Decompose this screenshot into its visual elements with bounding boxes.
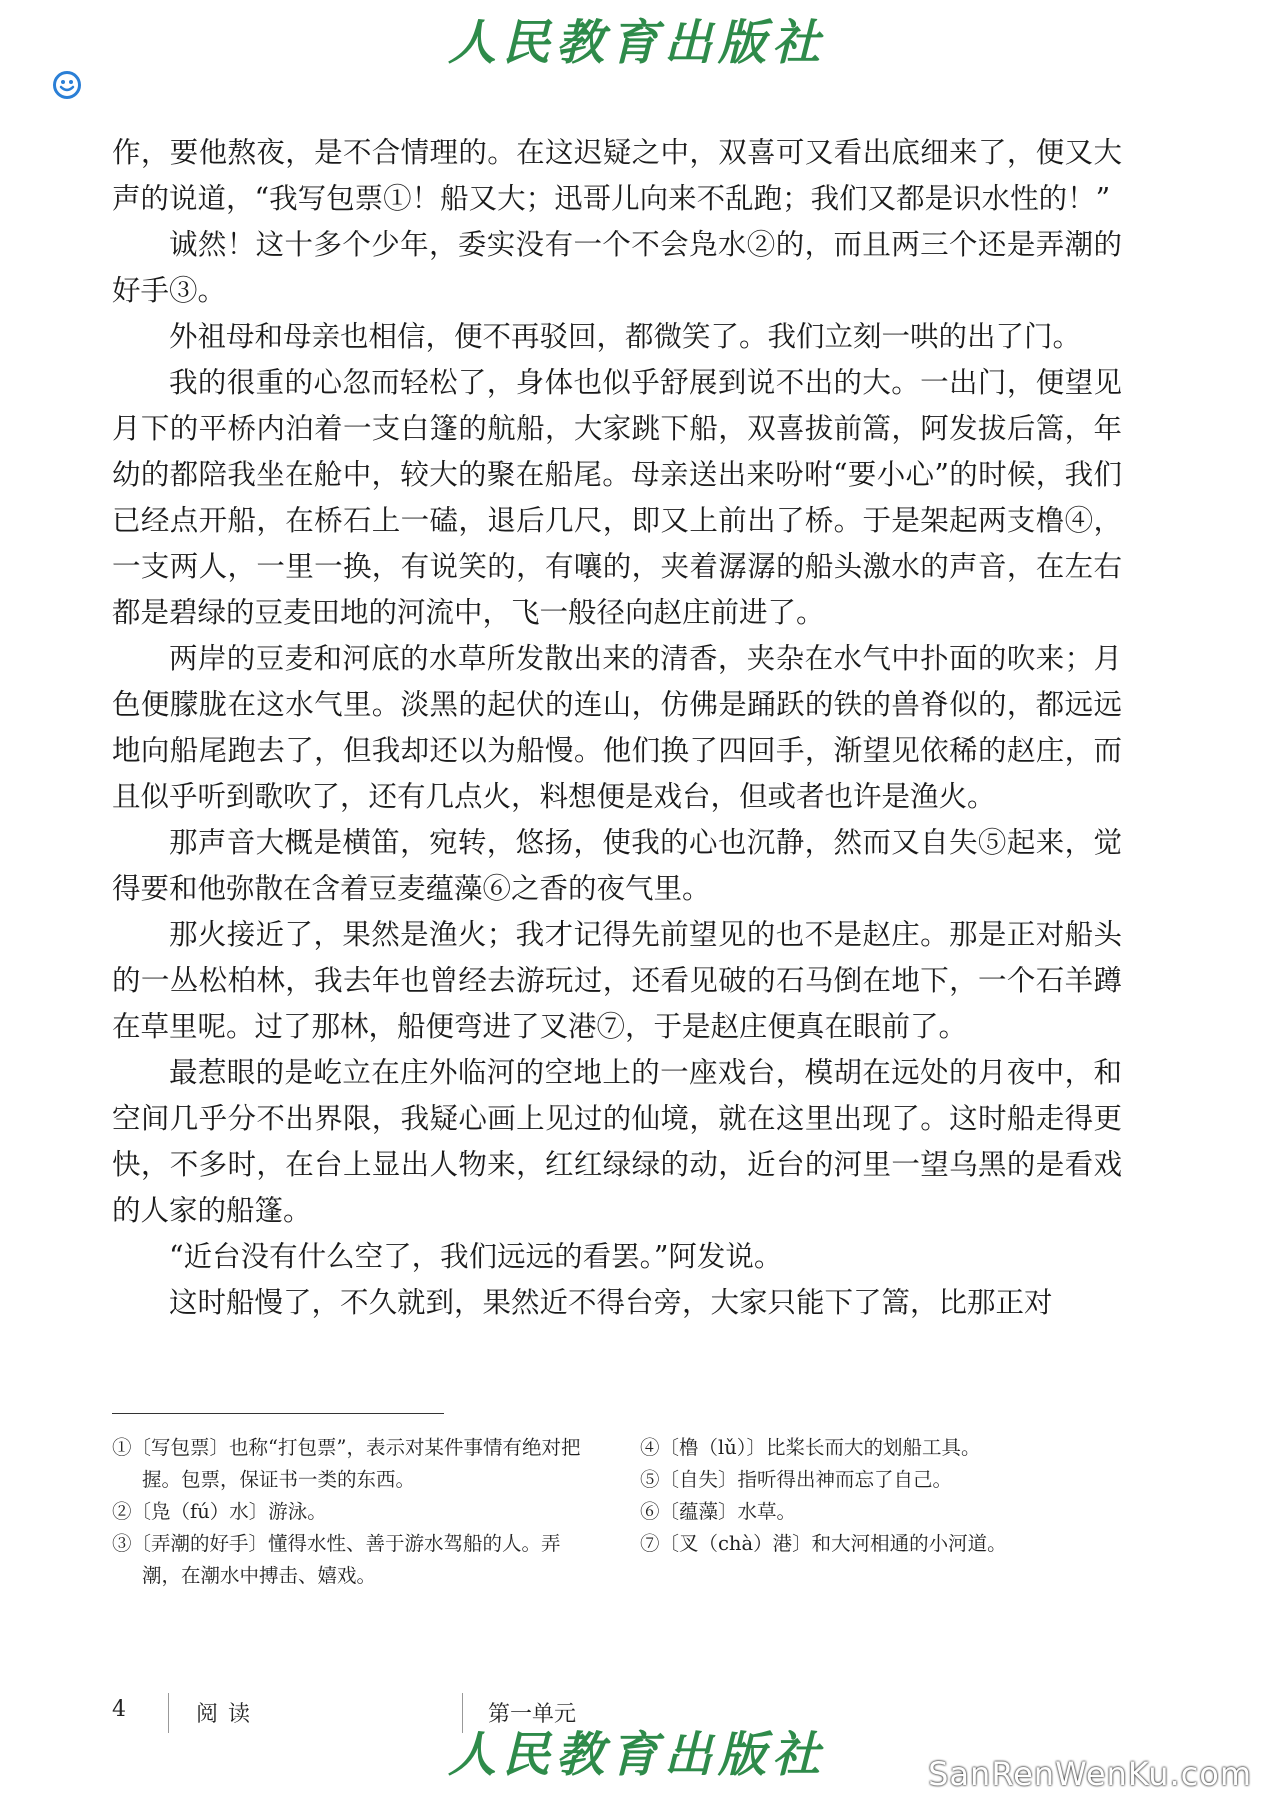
- footnote: ①〔写包票〕也称“打包票”，表示对某件事情有绝对把握。包票，保证书一类的东西。: [112, 1436, 581, 1491]
- footnote: ②〔凫（fú）水〕游泳。: [112, 1500, 327, 1523]
- paragraph: 两岸的豆麦和河底的水草所发散出来的清香，夹杂在水气中扑面的吹来；月色便朦胧在这水气里。淡黑的起伏的连山，仿佛是踊跃的铁的兽脊似的，都远远地向船尾跑去了，但我却还以为船慢。他们换了四回手，渐望见依稀的赵庄，而且似乎听到歌吹了，还有几点火，料想便是戏台，但或者也许是渔火。: [112, 642, 1122, 813]
- footnotes-right: [640, 1432, 1120, 1560]
- footnote-divider: [112, 1413, 444, 1414]
- paragraph: 外祖母和母亲也相信，便不再驳回，都微笑了。我们立刻一哄的出了门。: [169, 320, 1082, 353]
- publisher-logo-top: 人民教育出版社: [447, 15, 826, 71]
- paragraph: 那声音大概是横笛，宛转，悠扬，使我的心也沉静，然而又自失⑤起来，觉得要和他弥散在含着豆麦蕴藻⑥之香的夜气里。: [112, 826, 1122, 905]
- footnote: ⑥〔蕴藻〕水草。: [640, 1500, 797, 1523]
- publisher-logo-bottom: 人民教育出版社: [447, 1727, 826, 1783]
- paragraph: 我的很重的心忽而轻松了，身体也似乎舒展到说不出的大。一出门，便望见月下的平桥内泊着一支白篷的航船，大家跳下船，双喜拔前篙，阿发拔后篙，年幼的都陪我坐在舱中，较大的聚在船尾。母亲送出来吩咐“要小心”的时候，我们已经点开船，在桥石上一磕，退后几尺，即又上前出了桥。于是架起两支橹④，一支两人，一里一换，有说笑的，有嚷的，夹着潺潺的船头激水的声音，在左右都是碧绿的豆麦田地的河流中，飞一般径向赵庄前进了。: [112, 366, 1122, 629]
- paragraph: 最惹眼的是屹立在庄外临河的空地上的一座戏台，模胡在远处的月夜中，和空间几乎分不出界限，我疑心画上见过的仙境，就在这里出现了。这时船走得更快，不多时，在台上显出人物来，红红绿绿的动，近台的河里一望乌黑的是看戏的人家的船篷。: [112, 1056, 1122, 1227]
- footnote: ⑤〔自失〕指听得出神而忘了自己。: [640, 1468, 953, 1491]
- smiley-icon[interactable]: [52, 70, 82, 100]
- footnote: ④〔橹（lǔ）〕比桨长而大的划船工具。: [640, 1436, 981, 1459]
- paragraph: 作，要他熬夜，是不合情理的。在这迟疑之中，双喜可又看出底细来了，便又大声的说道，“我写包票①！船又大；迅哥儿向来不乱跑；我们又都是识水性的！”: [112, 136, 1122, 215]
- footnote: ⑦〔叉（chà）港〕和大河相通的小河道。: [640, 1532, 1007, 1555]
- paragraph: 诚然！这十多个少年，委实没有一个不会凫水②的，而且两三个还是弄潮的好手③。: [112, 228, 1122, 307]
- paragraph: 那火接近了，果然是渔火；我才记得先前望见的也不是赵庄。那是正对船头的一丛松柏林，我去年也曾经去游玩过，还看见破的石马倒在地下，一个石羊蹲在草里呢。过了那林，船便弯进了叉港⑦，于是赵庄便真在眼前了。: [112, 918, 1122, 1043]
- main-text: [112, 130, 1122, 1326]
- footer-section: 阅读: [196, 1702, 261, 1727]
- footnotes-left: [112, 1432, 592, 1592]
- paragraph: “近台没有什么空了，我们远远的看罢。”阿发说。: [169, 1240, 783, 1273]
- page-number: 4: [112, 1697, 126, 1722]
- watermark: SanRenWenKu.com: [928, 1755, 1252, 1793]
- footnote: ③〔弄潮的好手〕懂得水性、善于游水驾船的人。弄潮，在潮水中搏击、嬉戏。: [112, 1532, 561, 1587]
- paragraph: 这时船慢了，不久就到，果然近不得台旁，大家只能下了篙，比那正对: [169, 1286, 1053, 1319]
- footer-unit: 第一单元: [488, 1702, 577, 1727]
